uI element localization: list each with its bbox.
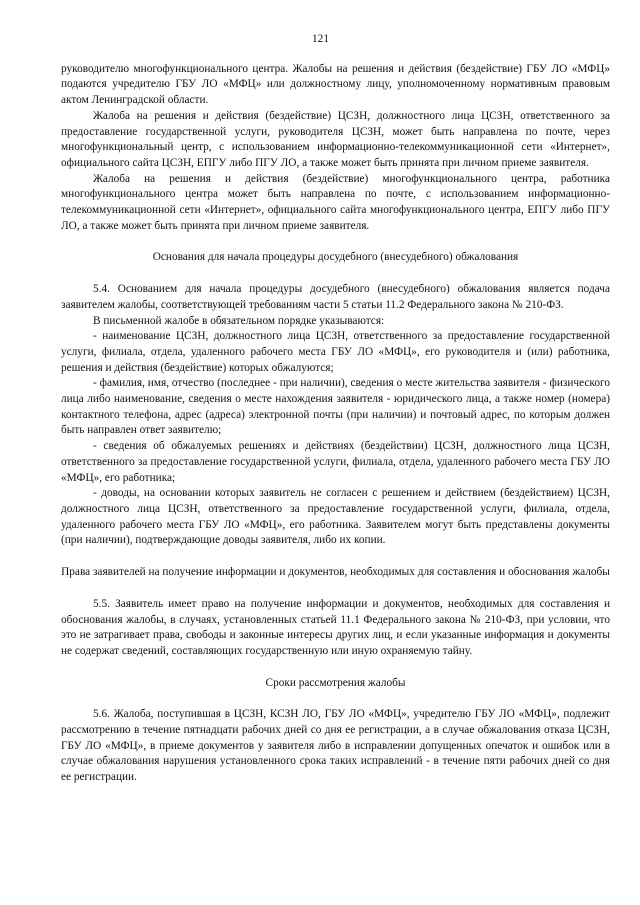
list-item-decisions: - сведения об обжалуемых решениях и действиях (бездействии) ЦСЗН, должностного лица ЦСЗН, ответственного за предоставление государственной услуги, филиала, отдела, удаленного рабочего места ГБУ ЛО «МФЦ», его работника; — [61, 440, 610, 484]
paragraph-written-complaint: В письменной жалобе в обязательном порядке указываются: — [93, 314, 385, 327]
section-heading-terms: Сроки рассмотрения жалобы — [265, 676, 406, 689]
intro-paragraph-2: Жалоба на решения и действия (бездействие) ЦСЗН, должностного лица ЦСЗН, ответственного за предоставление государственной услуги, руководителя ЦСЗН, может быть направлена по почте, через многофункциональный центр, с использованием информационно-телекоммуникационной сети «Интернет», официального сайта ЦСЗН, ЕПГУ либо ПГУ ЛО, а также может быть принята при личном приеме заявителя. — [61, 109, 610, 169]
list-item-applicant: - фамилия, имя, отчество (последнее - при наличии), сведения о месте жительства заявителя - физического лица либо наименование, сведения о месте нахождения заявителя - юридического лица, а также номер (номера) контактного телефона, адрес (адреса) электронной почты (при наличии) и почтовый адрес, по которым должен быть направлен ответ заявителю; — [61, 377, 610, 437]
paragraph-5-5: 5.5. Заявитель имеет право на получение информации и документов, необходимых для составления и обоснования жалобы, в случаях, установленных статьей 11.1 Федерального закона № 210-ФЗ, при условии, что это не затрагивает права, свободы и законные интересы других лиц, и если указанные информация и документы не содержат сведений, составляющих государственную или иную охраняемую тайну. — [61, 597, 610, 657]
intro-paragraph-3: Жалоба на решения и действия (бездействие) многофункционального центра, работника многофункционального центра может быть направлена по почте, с использованием информационно-телекоммуникационной сети «Интернет», официального сайта многофункционального центра, ЕПГУ либо ПГУ ЛО, а также может быть принята при личном приеме заявителя. — [61, 172, 610, 232]
page-number: 121 — [312, 33, 329, 45]
paragraph-5-6: 5.6. Жалоба, поступившая в ЦСЗН, КСЗН ЛО, ГБУ ЛО «МФЦ», учредителю ГБУ ЛО «МФЦ», подлежит рассмотрению в течение пятнадцати рабочих дней со дня ее регистрации, а в случае обжалования отказа ЦСЗН, ГБУ ЛО «МФЦ», в приеме документов у заявителя либо в исправлении допущенных опечаток и ошибок или в случае обжалования нарушения установленного срока таких исправлений - в течение пяти рабочих дней со дня ее регистрации. — [61, 708, 610, 784]
intro-paragraph-1: руководителю многофункционального центра. Жалобы на решения и действия (бездействие) ГБУ ЛО «МФЦ» подаются учредителю ГБУ ЛО «МФЦ» или должностному лицу, уполномоченному нормативным правовым актом Ленинградской области. — [61, 62, 610, 107]
section-heading-rights: Права заявителей на получение информации и документов, необходимых для составления и обоснования жалобы — [61, 566, 610, 579]
section-heading-grounds: Основания для начала процедуры досудебного (внесудебного) обжалования — [152, 251, 519, 264]
paragraph-5-4: 5.4. Основанием для начала процедуры досудебного (внесудебного) обжалования является подача заявителем жалобы, соответствующей требованиям части 5 статьи 11.2 Федерального закона № 210-ФЗ. — [61, 283, 610, 311]
list-item-arguments: - доводы, на основании которых заявитель не согласен с решением и действием (бездействием) ЦСЗН, должностного лица ЦСЗН, ответственного за предоставление государственной услуги, филиала, отдела, удаленного рабочего места ГБУ ЛО «МФЦ», его работника. Заявителем могут быть представлены документы (при наличии), подтверждающие доводы заявителя, либо их копии. — [61, 487, 610, 547]
list-item-name: - наименование ЦСЗН, должностного лица ЦСЗН, ответственного за предоставление государственной услуги, филиала, отдела, удаленного рабочего места ГБУ ЛО «МФЦ», его руководителя и (или) работника, решения и действия (бездействие) которых обжалуются; — [61, 330, 610, 374]
